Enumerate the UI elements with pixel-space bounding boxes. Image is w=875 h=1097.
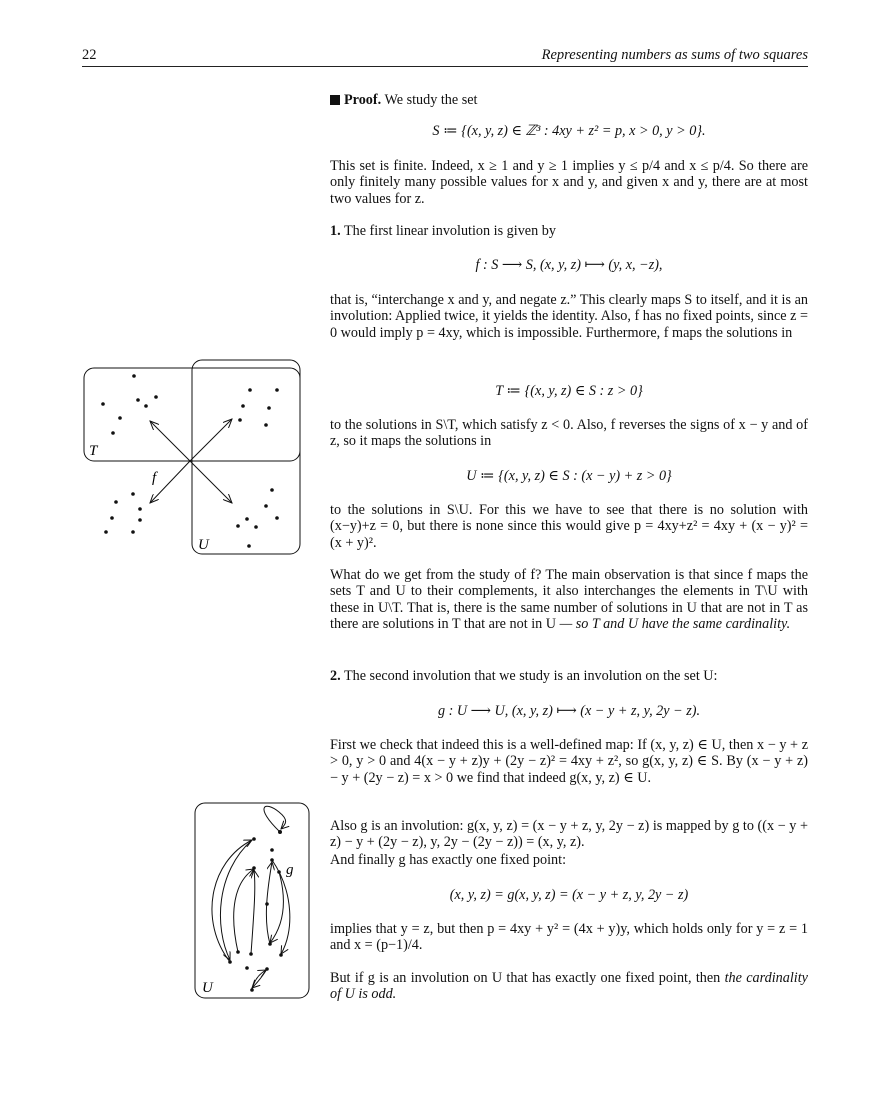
set-U-box <box>192 360 300 554</box>
set-S-definition: S ≔ {(x, y, z) ∈ ℤ³ : 4xy + z² = p, x > 0, y > 0}. <box>432 123 706 139</box>
step1-number: 1. <box>330 223 341 239</box>
label-g: g <box>286 862 294 878</box>
step1-paragraph-1: that is, “interchange x and y, and negate z.” This clearly maps S to itself, and it is an involution: Applied twice, it yields the identity. Also, f has no fixed points, since z = 0 would imply p = 4xy, which is impossible. Furthermore, f maps the solutions in <box>330 292 808 341</box>
running-title: Representing numbers as sums of two squares <box>541 47 808 63</box>
step2-paragraph-5-text: But if g is an involution on U that has exactly one fixed point, then <box>330 970 725 986</box>
figure-involution-g <box>194 802 312 1000</box>
proof-intro <box>330 92 808 108</box>
step2-paragraph-1: First we check that indeed this is a well-defined map: If (x, y, z) ∈ U, then x − y + z > 0, y > 0 and 4(x − y + z)y + (2y − z)² = 4xy + z², so g(x, y, z) ∈ S. By (x − y + z) − y + (2y − z) = x > 0 we find that indeed g(x, y, z) ∈ U. <box>330 737 808 786</box>
step2-number: 2. <box>330 668 341 684</box>
step2-paragraph-5 <box>330 970 808 1003</box>
step1-intro <box>330 223 808 239</box>
set-T-definition: T ≔ {(x, y, z) ∈ S : z > 0} <box>495 383 643 399</box>
step1-paragraph-3: to the solutions in S\U. For this we have to see that there is no solution with (x−y)+z = 0, but there is none since this would give p = 4xy+z² = 4xy + (x − y)² = (x + y)². <box>330 502 808 551</box>
g-arrows <box>212 806 290 990</box>
step1-intro-text: The first linear involution is given by <box>343 223 556 239</box>
step2-intro <box>330 668 808 684</box>
step2-paragraph-2: Also g is an involution: g(x, y, z) = (x − y + z, y, 2y − z) is mapped by g to ((x − y + z) − y + (2y − z), y, 2y − (2y − z)) = (x, y, z). <box>330 818 808 851</box>
solution-points-g <box>228 830 283 992</box>
page-number: 22 <box>82 47 97 63</box>
step1-paragraph-4 <box>330 567 808 633</box>
step2-paragraph-4: implies that y = z, but then p = 4xy + y² = (4x + y)y, which holds only for y = z = 1 and x = (p−1)/4. <box>330 921 808 954</box>
step2-paragraph-3: And finally g has exactly one fixed point: <box>330 852 567 868</box>
step1-paragraph-2: to the solutions in S\T, which satisfy z < 0. Also, f reverses the signs of x − y and of z, so it maps the solutions in <box>330 417 808 450</box>
label-T: T <box>89 443 98 459</box>
finite-paragraph: This set is finite. Indeed, x ≥ 1 and y ≥ 1 implies y ≤ p/4 and x ≤ p/4. So there are only finitely many possible values for x and y, and given x and y, there are at most two values for z. <box>330 158 808 207</box>
label-U-2: U <box>202 980 213 996</box>
page-header <box>82 44 808 67</box>
label-U: U <box>198 537 209 553</box>
map-g-definition: g : U ⟶ U, (x, y, z) ⟼ (x − y + z, y, 2y − z). <box>437 703 701 719</box>
proof-square-icon <box>330 95 340 105</box>
fixed-point-equation: (x, y, z) = g(x, y, z) = (x − y + z, y, 2y − z) <box>449 887 689 903</box>
step1-conclusion: — so T and U have the same cardinality. <box>559 616 791 633</box>
map-f-definition: f : S ⟶ S, (x, y, z) ⟼ (y, x, −z), <box>475 257 663 273</box>
step2-conclusion: the cardinality of U is odd. <box>330 970 808 1003</box>
step2-intro-text: The second involution that we study is an involution on the set U: <box>343 668 718 684</box>
proof-label: Proof. <box>344 92 382 108</box>
step1-paragraph-4-text: What do we get from the study of f? The main observation is that since f maps the sets T and U to their complements, it also interchanges the elements in T\U with these in U\T. That is, there is the same number of solutions in U that are not in T as there are solutions in T that are not in U <box>330 567 808 633</box>
proof-intro-text: We study the set <box>384 92 478 108</box>
figure-involution-f <box>80 358 310 558</box>
label-f: f <box>152 470 157 486</box>
set-U-definition: U ≔ {(x, y, z) ∈ S : (x − y) + z > 0} <box>466 468 672 484</box>
